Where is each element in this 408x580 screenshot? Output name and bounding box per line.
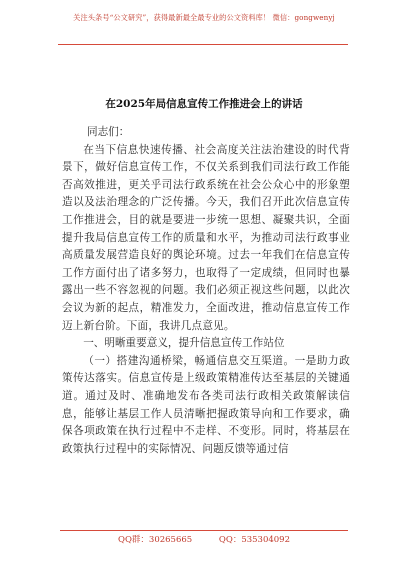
document-body (62, 124, 350, 458)
footer-divider (60, 530, 348, 531)
footer-qq-group: QQ群：30265665 (117, 535, 193, 545)
salutation: 同志们： (87, 126, 130, 138)
header-promo-text: 关注头条号“公文研究”，获得最新最全最专业的公文资料库！ 微信：gongwenyj (73, 13, 335, 22)
header-divider (58, 44, 348, 45)
intro-paragraph: 在当下信息快速传播、社会高度关注法治建设的时代背景下，做好信息宣传工作，不仅关系到我们司法行政工作能否高效推进，更关乎司法行政系统在社会公众心中的形象塑造以及法治理念的广泛传播。今天，我们召开此次信息宣传工作推进会，目的就是要进一步统一思想、凝聚共识，全面提升我局信息宣传工作的质量和水平，为推动司法行政事业高质量发展营造良好的舆论环境。过去一年我们在信息宣传工作方面付出了诸多努力，也取得了一定成绩，但同时也暴露出一些不容忽视的问题。我们必须正视这些问题，以此次会议为新的起点，精准发力，全面改进，推动信息宣传工作迈上新台阶。下面，我讲几点意见。 (62, 143, 350, 332)
section-heading: 一、明晰重要意义，提升信息宣传工作站位 (83, 337, 285, 350)
page-footer (0, 533, 408, 553)
page-header (0, 0, 408, 46)
document-title: 在2025年局信息宣传工作推进会上的讲话 (105, 98, 303, 110)
subsection-paragraph: （一）搭建沟通桥梁，畅通信息交互渠道。一是助力政策传达落实。信息宣传是上级政策精准传达至基层的关键通道。通过及时、准确地发布各类司法行政相关政策解读信息，能够让基层工作人员清晰把握政策导向和工作要求，确保各项政策在执行过程中不走样、不变形。同时，将基层在政策执行过程中的实际情况、问题反馈等通过信 (62, 354, 350, 455)
footer-qq: QQ：535304092 (218, 535, 290, 545)
